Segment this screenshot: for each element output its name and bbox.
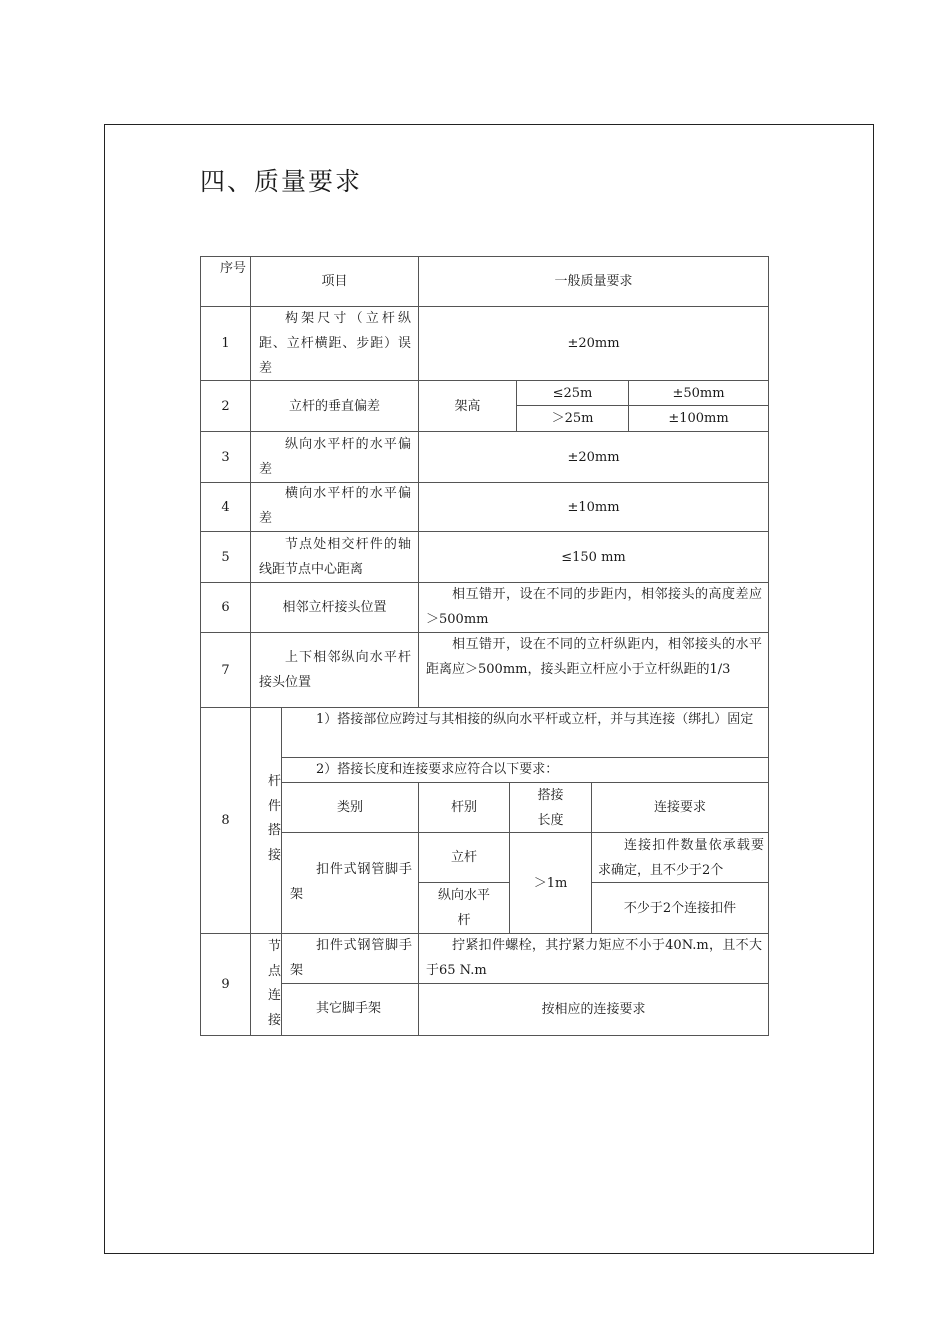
row-9-requirement-2: 按相应的连接要求 bbox=[541, 1002, 646, 1017]
row-6-item: 相邻立杆接头位置 bbox=[282, 600, 387, 615]
row-1-no: 1 bbox=[221, 336, 230, 351]
row-8-group: 杆件搭接 bbox=[268, 774, 282, 863]
row-3-no: 3 bbox=[221, 449, 230, 465]
header-no-text: 序号 bbox=[219, 261, 246, 276]
row-6-requirement: 相互错开，设在不同的步距内，相邻接头的高度差应＞500mm bbox=[426, 587, 762, 627]
row-8-connection-2: 不少于2个连接扣件 bbox=[623, 900, 737, 916]
row-8-note-1: 1）搭接部位应跨过与其相接的纵向水平杆或立杆，并与其连接（绑扎）固定 bbox=[316, 712, 754, 727]
row-3-item: 纵向水平杆的水平偏差 bbox=[259, 437, 411, 477]
row-2-no: 2 bbox=[221, 398, 230, 414]
row-8-member-1: 立杆 bbox=[450, 850, 477, 865]
header-item: 项目 bbox=[321, 274, 348, 289]
row-8-no: 8 bbox=[221, 813, 230, 828]
row-2-sub-label: 架高 bbox=[454, 398, 481, 414]
row-4-requirement: ±10mm bbox=[567, 499, 620, 515]
row-2-condition-1: ≤25m bbox=[552, 385, 593, 401]
row-8-length: ＞1m bbox=[533, 875, 568, 891]
row-8-header-category: 类别 bbox=[336, 800, 363, 815]
row-4-no: 4 bbox=[221, 499, 230, 515]
row-5-requirement: ≤150 mm bbox=[561, 549, 626, 565]
row-2-condition-2: ＞25m bbox=[551, 411, 594, 426]
row-8-header-member: 杆别 bbox=[450, 800, 477, 815]
row-5-item: 节点处相交杆件的轴线距节点中心距离 bbox=[259, 537, 411, 577]
row-2-tolerance-2: ±100mm bbox=[668, 411, 729, 426]
row-2-item: 立杆的垂直偏差 bbox=[288, 398, 380, 414]
row-8-header-length: 搭接长度 bbox=[537, 787, 564, 828]
row-8-note-2: 2）搭接长度和连接要求应符合以下要求： bbox=[316, 762, 559, 777]
row-3-requirement: ±20mm bbox=[567, 449, 620, 465]
row-2-tolerance-1: ±50mm bbox=[672, 385, 725, 401]
row-7-item: 上下相邻纵向水平杆接头位置 bbox=[259, 650, 411, 690]
row-9-requirement-1: 拧紧扣件螺栓，其拧紧力矩应不小于40N.m，且不大于65 N.m bbox=[426, 938, 762, 978]
row-8-category: 扣件式钢管脚手架 bbox=[290, 862, 412, 902]
row-8-connection-1: 连接扣件数量依承载要求确定，且不少于2个 bbox=[598, 838, 764, 878]
row-1-item: 构架尺寸（立杆纵距、立杆横距、步距）误差 bbox=[259, 311, 411, 376]
row-7-requirement: 相互错开，设在不同的立杆纵距内，相邻接头的水平距离应＞500mm，接头距立杆应小于立杆纵距的1/3 bbox=[426, 637, 762, 677]
section-title: 四、质量要求 bbox=[200, 167, 363, 196]
row-4-item: 横向水平杆的水平偏差 bbox=[259, 486, 411, 526]
header-requirement: 一般质量要求 bbox=[554, 274, 633, 289]
row-9-item-1: 扣件式钢管脚手架 bbox=[290, 938, 412, 978]
row-7-no: 7 bbox=[221, 662, 230, 678]
row-9-item-2: 其它脚手架 bbox=[316, 1001, 382, 1016]
row-1-requirement: ±20mm bbox=[567, 336, 620, 351]
row-6-no: 6 bbox=[221, 600, 230, 615]
row-9-no: 9 bbox=[221, 977, 230, 992]
row-8-member-2: 纵向水平杆 bbox=[437, 888, 490, 928]
row-8-header-connection: 连接要求 bbox=[653, 800, 706, 815]
row-5-no: 5 bbox=[221, 549, 230, 565]
row-9-group: 节点连接 bbox=[268, 939, 282, 1028]
header-no bbox=[205, 257, 247, 281]
